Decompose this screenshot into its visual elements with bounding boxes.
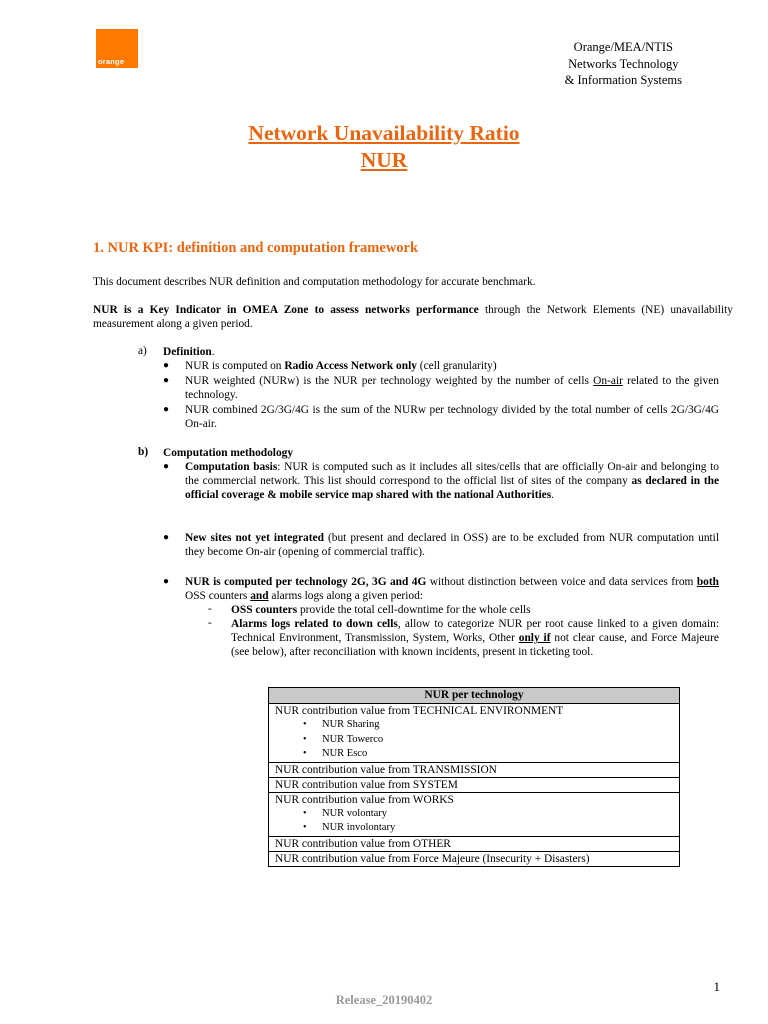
- bullet-icon: ●: [163, 404, 170, 415]
- methodology-heading: Computation methodology: [163, 447, 294, 459]
- text: .: [211, 346, 215, 358]
- list-item: [185, 374, 719, 402]
- bullet-icon: ●: [163, 461, 170, 472]
- bold-underlined-text: and: [250, 590, 269, 602]
- bold-text: OSS counters: [231, 604, 298, 616]
- list-item: [185, 531, 719, 559]
- text: provide the total cell-downtime for the whole cells: [297, 604, 531, 616]
- list-marker: a): [138, 345, 147, 357]
- document-subtitle: NUR: [360, 148, 408, 172]
- text: through the Network Elements (NE) unavailability measurement along a given period.: [93, 304, 733, 330]
- table-row: [269, 704, 679, 763]
- text: not clear cause, and Force Majeure (see below), after reconciliation with known incidents, present in ticketing tool.: [231, 632, 719, 658]
- sub-list-item: [231, 603, 719, 617]
- org-line: Orange/MEA/NTIS: [573, 40, 673, 54]
- bold-text: Computation basis: [185, 461, 278, 473]
- list-item: [185, 575, 719, 603]
- org-line: & Information Systems: [564, 73, 682, 87]
- dash-marker: -: [208, 617, 212, 629]
- text: alarms logs along a given period:: [268, 590, 423, 602]
- bold-text: Alarms logs related to down cells: [231, 618, 398, 630]
- text: (cell granularity): [416, 360, 497, 372]
- document-title: Network Unavailability Ratio: [248, 121, 520, 145]
- table-header: NUR per technology: [269, 688, 679, 704]
- organization-block: [565, 39, 682, 89]
- list-item: NUR combined 2G/3G/4G is the sum of the NURw per technology divided by the total number of cells 2G/3G/4G On-air.: [185, 404, 719, 430]
- section-heading: 1. NUR KPI: definition and computation framework: [93, 240, 419, 256]
- text: (but present and declared in OSS) are to be excluded from NUR computation until they become On-air (opening of commercial traffic).: [185, 532, 720, 558]
- intro-paragraph: This document describes NUR definition and computation methodology for accurate benchmark.: [93, 276, 536, 288]
- bold-underlined-text: only if: [518, 632, 551, 644]
- bold-text: Radio Access Network only: [284, 360, 417, 372]
- bold-underlined-text: both: [696, 576, 719, 588]
- table-row: NUR contribution value from SYSTEM: [269, 778, 679, 793]
- text: , allow to categorize NUR per root cause linked to a given domain: Technical Environment, Transmission, System, Works, Other: [231, 618, 719, 644]
- text: NUR is computed on: [185, 360, 285, 372]
- table-row: NUR contribution value from TRANSMISSION: [269, 763, 679, 778]
- list-item: [185, 460, 719, 502]
- row-label: NUR contribution value from TECHNICAL ENVIRONMENT: [275, 705, 564, 717]
- list-item: [185, 359, 719, 373]
- release-label: Release_20190402: [335, 993, 433, 1007]
- bullet-icon: ●: [163, 576, 170, 587]
- text: related to the given technology.: [185, 375, 719, 401]
- text: NUR weighted (NURw) is the NUR per technology weighted by the number of cells: [185, 375, 594, 387]
- nur-table: [268, 687, 680, 867]
- bullet-icon: ●: [163, 360, 170, 371]
- org-line: Networks Technology: [568, 56, 679, 71]
- row-label: NUR contribution value from WORKS: [275, 793, 454, 806]
- bold-text: NUR is computed per technology 2G, 3G and 4G: [185, 576, 427, 588]
- table-row: NUR contribution value from OTHER: [269, 837, 679, 852]
- bullet-icon: ●: [163, 375, 170, 386]
- table-row: [269, 793, 679, 837]
- text: : NUR is computed such as it includes all sites/cells that are officially On-air and belonging to the commercial network. This list should correspond to the official list of sites of the company: [185, 461, 719, 487]
- page-number: 1: [713, 979, 720, 994]
- definition-heading: [163, 345, 215, 359]
- sub-item: • NUR Towerco: [275, 733, 679, 748]
- bold-text: as declared in the official coverage & mobile service map shared with the national Authorities: [185, 475, 719, 501]
- text: without distinction between voice and data services from: [426, 576, 697, 588]
- text: OSS counters: [185, 590, 251, 602]
- text: .: [551, 489, 554, 501]
- table-row: NUR contribution value from Force Majeure (Insecurity + Disasters): [275, 852, 590, 865]
- bullet-icon: ●: [163, 532, 170, 543]
- orange-logo: [96, 29, 138, 68]
- list-marker: b): [138, 446, 149, 458]
- bold-text: Definition: [163, 346, 212, 358]
- sub-item: • NUR volontary: [275, 807, 679, 822]
- sub-list-item: [231, 617, 719, 659]
- underlined-text: On-air: [593, 375, 623, 387]
- bold-text: New sites not yet integrated: [185, 532, 324, 544]
- bold-text: NUR is a Key Indicator in OMEA Zone to assess networks performance: [93, 304, 479, 316]
- sub-item: • NUR involontary: [275, 821, 679, 836]
- dash-marker: -: [208, 603, 212, 615]
- sub-item: • NUR Sharing: [275, 718, 679, 733]
- logo-text: orange: [98, 57, 125, 66]
- sub-item: • NUR Esco: [275, 747, 679, 762]
- key-indicator-paragraph: [93, 303, 733, 331]
